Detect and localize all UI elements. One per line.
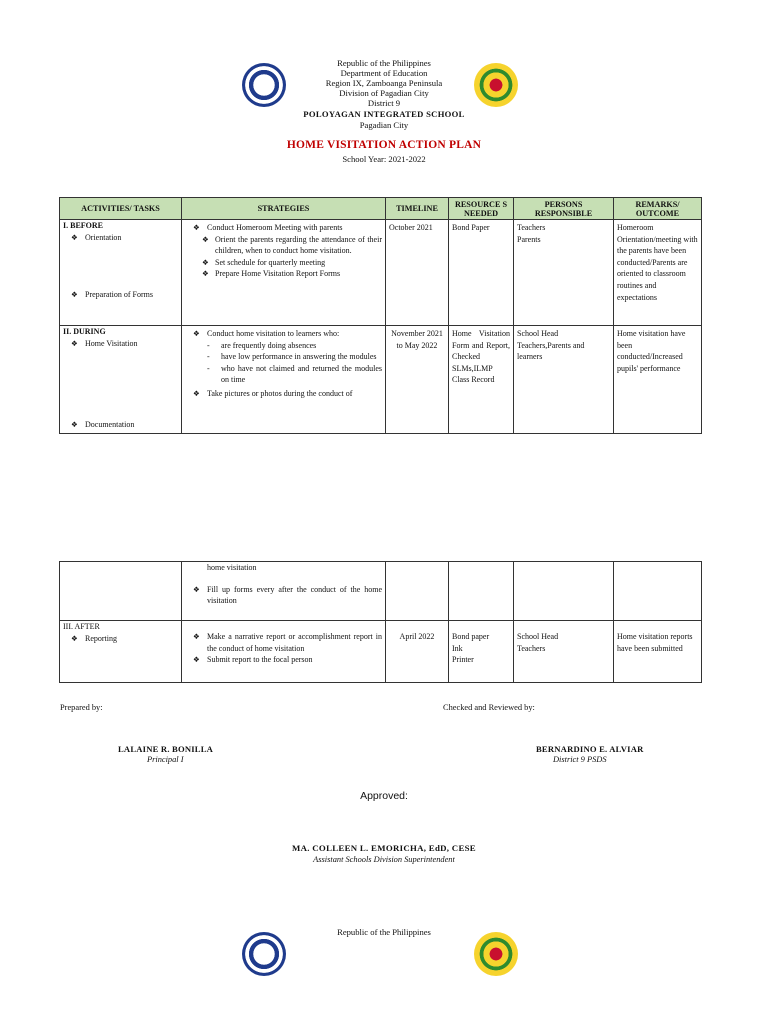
approver-title: Assistant Schools Division Superintendent (313, 855, 455, 864)
table-row-during (60, 326, 702, 434)
persons-during: School Head Teachers,Parents and learners (514, 326, 614, 434)
resources-during: Home Visitation Form and Report, Checked SLMs,ILMP Class Record (449, 326, 514, 434)
action-plan-table-continued (59, 561, 702, 683)
strategy-fill-forms: ❖ Fill up forms every after the conduct of the home visitation (185, 584, 382, 607)
persons-before-2: Parents (517, 234, 541, 244)
checker-name: BERNARDINO E. ALVIAR (536, 744, 644, 754)
header-line-3: Region IX, Zamboanga Peninsula (325, 78, 443, 88)
school-name: POLOYAGAN INTEGRATED SCHOOL (303, 109, 465, 119)
preparer-name: LALAINE R. BONILLA (118, 744, 214, 754)
col-header-remarks: REMARKS/ OUTCOME (614, 198, 702, 220)
col-header-resources: RESOURCE S NEEDED (449, 198, 514, 220)
strategy-low-performance: - have low performance in answering the modules (185, 351, 382, 363)
header-line-5: District 9 (367, 98, 401, 108)
strategy-narrative-report: ❖ Make a narrative report or accomplishment report in the conduct of home visitation (185, 631, 382, 654)
strategy-conduct-visit: ❖ Conduct home visitation to learners who: (185, 328, 382, 340)
school-seal-icon-footer (474, 932, 518, 976)
activity-orientation: ❖ Orientation (63, 232, 178, 244)
activity-home-visitation: ❖ Home Visitation (63, 338, 178, 350)
section-after: III. AFTER (63, 622, 100, 631)
approver-name: MA. COLLEEN L. EMORICHA, EdD, CESE (292, 843, 476, 853)
checked-by-label: Checked and Reviewed by: (443, 703, 535, 712)
school-year: School Year: 2021-2022 (342, 154, 426, 164)
footer-republic: Republic of the Philippines (337, 927, 431, 937)
approved-label: Approved: (360, 790, 408, 802)
remarks-after: Home visitation reports have been submitted (614, 621, 702, 683)
persons-after-1: School Head (517, 632, 559, 641)
activity-preparation: ❖ Preparation of Forms (63, 289, 178, 301)
header-line-4: Division of Pagadian City (339, 88, 429, 98)
remarks-before: Homeroom Orientation/meeting with the parents have been conducted/Parents are oriented to classroom routines and expectations (614, 220, 702, 326)
col-header-strategies: STRATEGIES (182, 198, 386, 220)
section-during: II. DURING (63, 327, 106, 336)
col-header-timeline: TIMELINE (386, 198, 449, 220)
page-title: HOME VISITATION ACTION PLAN (286, 139, 482, 151)
checker-title: District 9 PSDS (553, 755, 607, 764)
activity-documentation: ❖ Documentation (63, 419, 178, 431)
section-before: I. BEFORE (63, 221, 104, 230)
strategy-cont-text: home visitation (207, 563, 257, 572)
remarks-during: Home visitation have been conducted/Increased pupils' performance (614, 326, 702, 434)
strategy-homeroom: ❖ Conduct Homeroom Meeting with parents (185, 222, 382, 234)
strategy-schedule: ❖ Set schedule for quarterly meeting (185, 257, 382, 269)
deped-seal-icon-footer (242, 932, 286, 976)
strategy-submit-report: ❖ Submit report to the focal person (185, 654, 382, 666)
strategy-take-pictures: ❖ Take pictures or photos during the conduct of (185, 388, 382, 400)
header-line-1: Republic of the Philippines (337, 58, 431, 68)
resources-before: Bond Paper (449, 220, 514, 326)
strategy-prepare: ❖ Prepare Home Visitation Report Forms (185, 268, 382, 280)
persons-before-1: Teachers (517, 223, 546, 232)
col-header-activities: ACTIVITIES/ TASKS (60, 198, 182, 220)
school-city: Pagadian City (359, 120, 409, 130)
timeline-during: November 2021 to May 2022 (386, 326, 449, 434)
strategy-orient: ❖ Orient the parents regarding the attendance of their children, when to conduct home visitation. (185, 234, 382, 257)
table-row-after (60, 621, 702, 683)
resources-after-2: Ink (452, 643, 463, 653)
persons-after-2: Teachers (517, 643, 546, 653)
table-row-before (60, 220, 702, 326)
strategy-absences: - are frequently doing absences (185, 340, 382, 352)
prepared-by-label: Prepared by: (60, 703, 103, 712)
table-header-row (60, 198, 702, 220)
resources-after-1: Bond paper (452, 632, 490, 641)
resources-after-3: Printer (452, 655, 474, 665)
action-plan-table (59, 197, 702, 434)
activity-reporting: ❖ Reporting (63, 633, 178, 645)
timeline-after: April 2022 (386, 621, 449, 683)
col-header-persons: PERSONS RESPONSIBLE (514, 198, 614, 220)
strategy-not-claimed: - who have not claimed and returned the modules on time (185, 363, 382, 386)
header-line-2: Department of Education (340, 68, 428, 78)
timeline-before: October 2021 (386, 220, 449, 326)
preparer-title: Principal I (147, 755, 184, 764)
table-row-continued (60, 562, 702, 621)
